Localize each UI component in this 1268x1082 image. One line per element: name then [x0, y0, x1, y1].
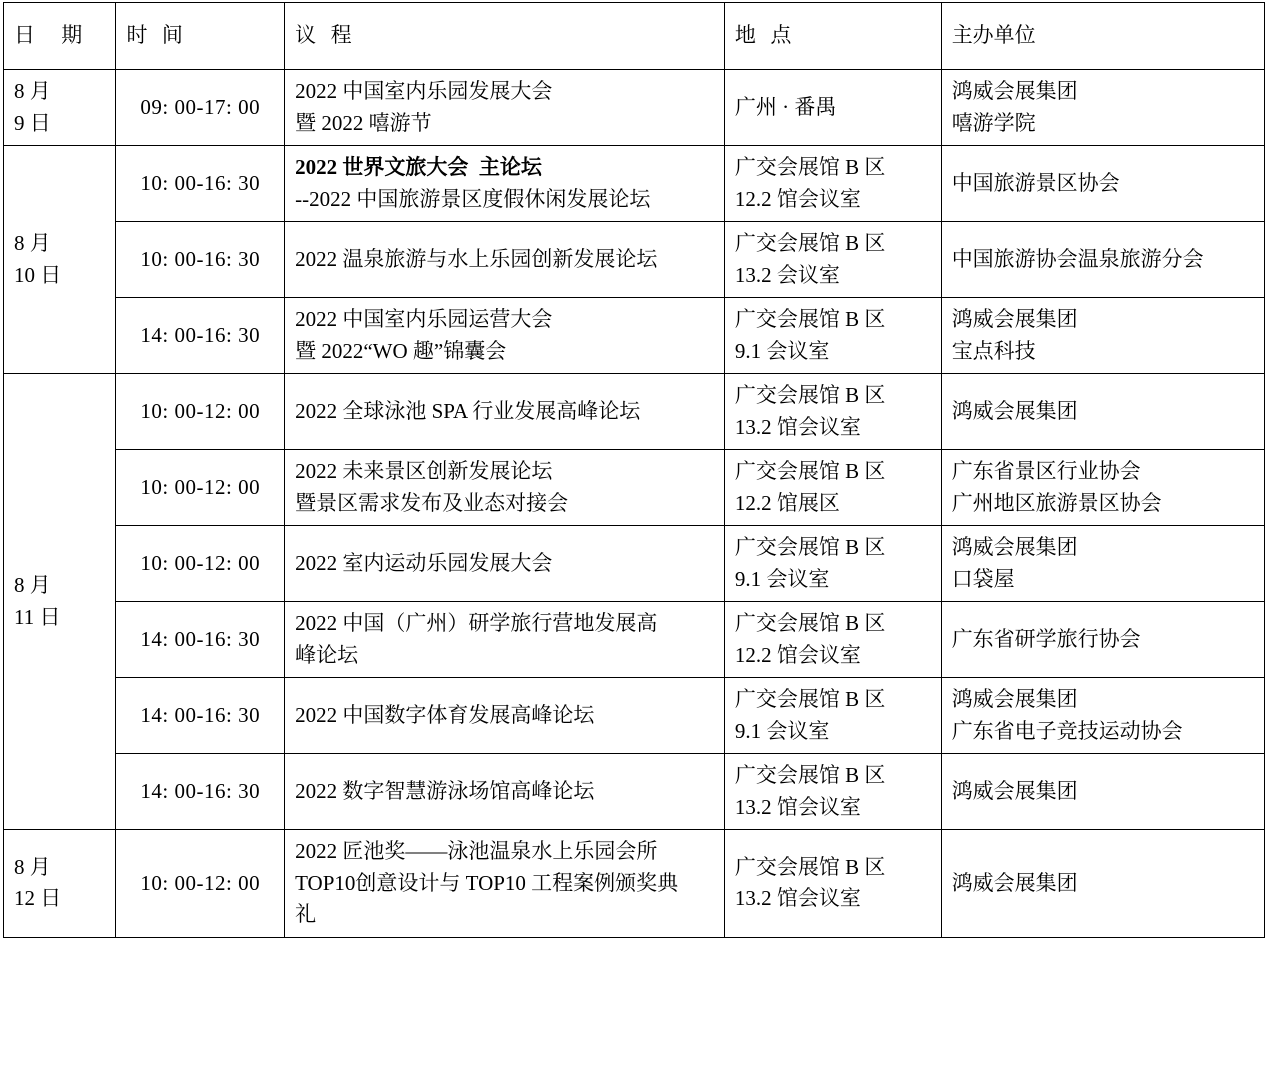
cell-organizer — [941, 374, 1264, 450]
table-header-row — [4, 3, 1265, 70]
organizer-line: 口袋屋 — [951, 566, 1015, 591]
organizer-line: 鸿威会展集团 — [951, 79, 1078, 103]
agenda-line: 2022 世界文旅大会 主论坛 — [295, 155, 542, 179]
cell-organizer — [941, 602, 1264, 678]
agenda-line: 2022 中国室内乐园发展大会 — [295, 79, 553, 103]
cell-agenda — [285, 374, 725, 450]
cell-date — [4, 146, 116, 374]
table-body — [4, 70, 1265, 938]
column-header-organizer: 主办单位 — [941, 3, 1264, 70]
cell-place — [724, 222, 941, 298]
organizer-line: 鸿威会展集团 — [951, 687, 1078, 711]
agenda-line: TOP10创意设计与 TOP10 工程案例颁奖典 — [295, 870, 679, 895]
cell-time: 10: 00-16: 30 — [116, 222, 285, 298]
place-line: 13.2 馆会议室 — [734, 886, 861, 911]
cell-organizer — [941, 526, 1264, 602]
agenda-line: 暨景区需求发布及业态对接会 — [295, 490, 569, 515]
table-row — [4, 70, 1265, 146]
table-row — [4, 602, 1265, 678]
table-row — [4, 146, 1265, 222]
column-header-date: 日 期 — [4, 3, 116, 70]
cell-time: 14: 00-16: 30 — [116, 602, 285, 678]
place-line: 12.2 馆会议室 — [734, 186, 861, 211]
agenda-line: 2022 温泉旅游与水上乐园创新发展论坛 — [295, 246, 658, 271]
cell-time: 10: 00-12: 00 — [116, 374, 285, 450]
place-line: 9.1 会议室 — [734, 718, 830, 743]
cell-place — [724, 830, 941, 938]
cell-agenda — [285, 70, 725, 146]
place-line: 广交会展馆 B 区 — [734, 763, 886, 787]
place-line: 广交会展馆 B 区 — [734, 459, 886, 483]
cell-agenda — [285, 526, 725, 602]
cell-organizer — [941, 70, 1264, 146]
organizer-line: 广东省电子竞技运动协会 — [951, 718, 1183, 743]
place-line: 13.2 会议室 — [734, 262, 840, 287]
cell-place — [724, 526, 941, 602]
place-line: 12.2 馆展区 — [734, 490, 840, 515]
cell-agenda — [285, 602, 725, 678]
cell-time: 10: 00-16: 30 — [116, 146, 285, 222]
date-line: 11 日 — [14, 604, 61, 629]
date-line: 8 月 — [14, 79, 51, 103]
agenda-line: 2022 中国室内乐园运营大会 — [295, 307, 553, 331]
place-line: 广州 · 番禺 — [734, 94, 837, 119]
organizer-line: 鸿威会展集团 — [951, 870, 1078, 895]
column-header-place: 地 点 — [724, 3, 941, 70]
table-row — [4, 754, 1265, 830]
place-line: 广交会展馆 B 区 — [734, 611, 886, 635]
cell-organizer — [941, 754, 1264, 830]
organizer-line: 宝点科技 — [951, 338, 1036, 363]
organizer-line: 广东省景区行业协会 — [951, 459, 1141, 483]
cell-place — [724, 602, 941, 678]
agenda-line: 峰论坛 — [295, 642, 359, 667]
date-line: 8 月 — [14, 573, 51, 597]
cell-agenda — [285, 146, 725, 222]
agenda-line: --2022 中国旅游景区度假休闲发展论坛 — [295, 186, 651, 211]
place-line: 9.1 会议室 — [734, 566, 830, 591]
cell-organizer — [941, 298, 1264, 374]
cell-agenda — [285, 298, 725, 374]
cell-agenda — [285, 222, 725, 298]
cell-organizer — [941, 450, 1264, 526]
organizer-line: 嘻游学院 — [951, 110, 1036, 135]
place-line: 9.1 会议室 — [734, 338, 830, 363]
table-row — [4, 526, 1265, 602]
agenda-line: 2022 全球泳池 SPA 行业发展高峰论坛 — [295, 398, 641, 423]
place-line: 广交会展馆 B 区 — [734, 155, 886, 179]
schedule-document — [0, 2, 1268, 938]
column-header-time: 时 间 — [116, 3, 285, 70]
cell-agenda — [285, 450, 725, 526]
cell-date — [4, 374, 116, 830]
place-line: 广交会展馆 B 区 — [734, 231, 886, 255]
place-line: 12.2 馆会议室 — [734, 642, 861, 667]
place-line: 广交会展馆 B 区 — [734, 535, 886, 559]
place-line: 广交会展馆 B 区 — [734, 383, 886, 407]
cell-organizer — [941, 146, 1264, 222]
place-line: 广交会展馆 B 区 — [734, 307, 886, 331]
date-line: 8 月 — [14, 231, 51, 255]
place-line: 广交会展馆 B 区 — [734, 854, 886, 879]
agenda-line: 暨 2022“WO 趣”锦囊会 — [295, 338, 507, 363]
cell-time: 10: 00-12: 00 — [116, 830, 285, 938]
place-line: 13.2 馆会议室 — [734, 794, 861, 819]
cell-place — [724, 450, 941, 526]
cell-time: 14: 00-16: 30 — [116, 298, 285, 374]
agenda-line: 2022 中国数字体育发展高峰论坛 — [295, 702, 595, 727]
cell-agenda — [285, 754, 725, 830]
agenda-line: 2022 未来景区创新发展论坛 — [295, 459, 553, 483]
organizer-line: 鸿威会展集团 — [951, 778, 1078, 803]
cell-place — [724, 374, 941, 450]
table-row — [4, 830, 1265, 938]
organizer-line: 广州地区旅游景区协会 — [951, 490, 1162, 515]
cell-time: 14: 00-16: 30 — [116, 754, 285, 830]
agenda-line: 2022 室内运动乐园发展大会 — [295, 550, 553, 575]
cell-organizer — [941, 678, 1264, 754]
date-line: 12 日 — [14, 886, 62, 911]
cell-place — [724, 146, 941, 222]
cell-organizer — [941, 222, 1264, 298]
cell-time: 09: 00-17: 00 — [116, 70, 285, 146]
cell-place — [724, 754, 941, 830]
table-row — [4, 222, 1265, 298]
date-line: 8 月 — [14, 854, 51, 879]
cell-date — [4, 70, 116, 146]
cell-organizer — [941, 830, 1264, 938]
table-row — [4, 374, 1265, 450]
cell-time: 10: 00-12: 00 — [116, 450, 285, 526]
agenda-line: 礼 — [295, 902, 317, 926]
cell-place — [724, 70, 941, 146]
table-row — [4, 678, 1265, 754]
cell-place — [724, 678, 941, 754]
agenda-line: 暨 2022 嘻游节 — [295, 110, 432, 135]
agenda-line: 2022 匠池奖——泳池温泉水上乐园会所 — [295, 839, 658, 863]
organizer-line: 鸿威会展集团 — [951, 398, 1078, 423]
cell-date — [4, 830, 116, 938]
table-row — [4, 298, 1265, 374]
cell-time: 10: 00-12: 00 — [116, 526, 285, 602]
organizer-line: 中国旅游协会温泉旅游分会 — [951, 246, 1204, 271]
schedule-table — [3, 2, 1265, 938]
cell-agenda — [285, 830, 725, 938]
agenda-line: 2022 中国（广州）研学旅行营地发展高 — [295, 611, 658, 635]
organizer-line: 广东省研学旅行协会 — [951, 626, 1141, 651]
date-line: 9 日 — [14, 110, 51, 135]
column-header-agenda: 议 程 — [285, 3, 725, 70]
organizer-line: 中国旅游景区协会 — [951, 170, 1120, 195]
organizer-line: 鸿威会展集团 — [951, 535, 1078, 559]
organizer-line: 鸿威会展集团 — [951, 307, 1078, 331]
table-row — [4, 450, 1265, 526]
cell-agenda — [285, 678, 725, 754]
place-line: 13.2 馆会议室 — [734, 414, 861, 439]
cell-place — [724, 298, 941, 374]
place-line: 广交会展馆 B 区 — [734, 687, 886, 711]
table-header — [4, 3, 1265, 70]
date-line: 10 日 — [14, 262, 62, 287]
cell-time: 14: 00-16: 30 — [116, 678, 285, 754]
agenda-line: 2022 数字智慧游泳场馆高峰论坛 — [295, 778, 595, 803]
